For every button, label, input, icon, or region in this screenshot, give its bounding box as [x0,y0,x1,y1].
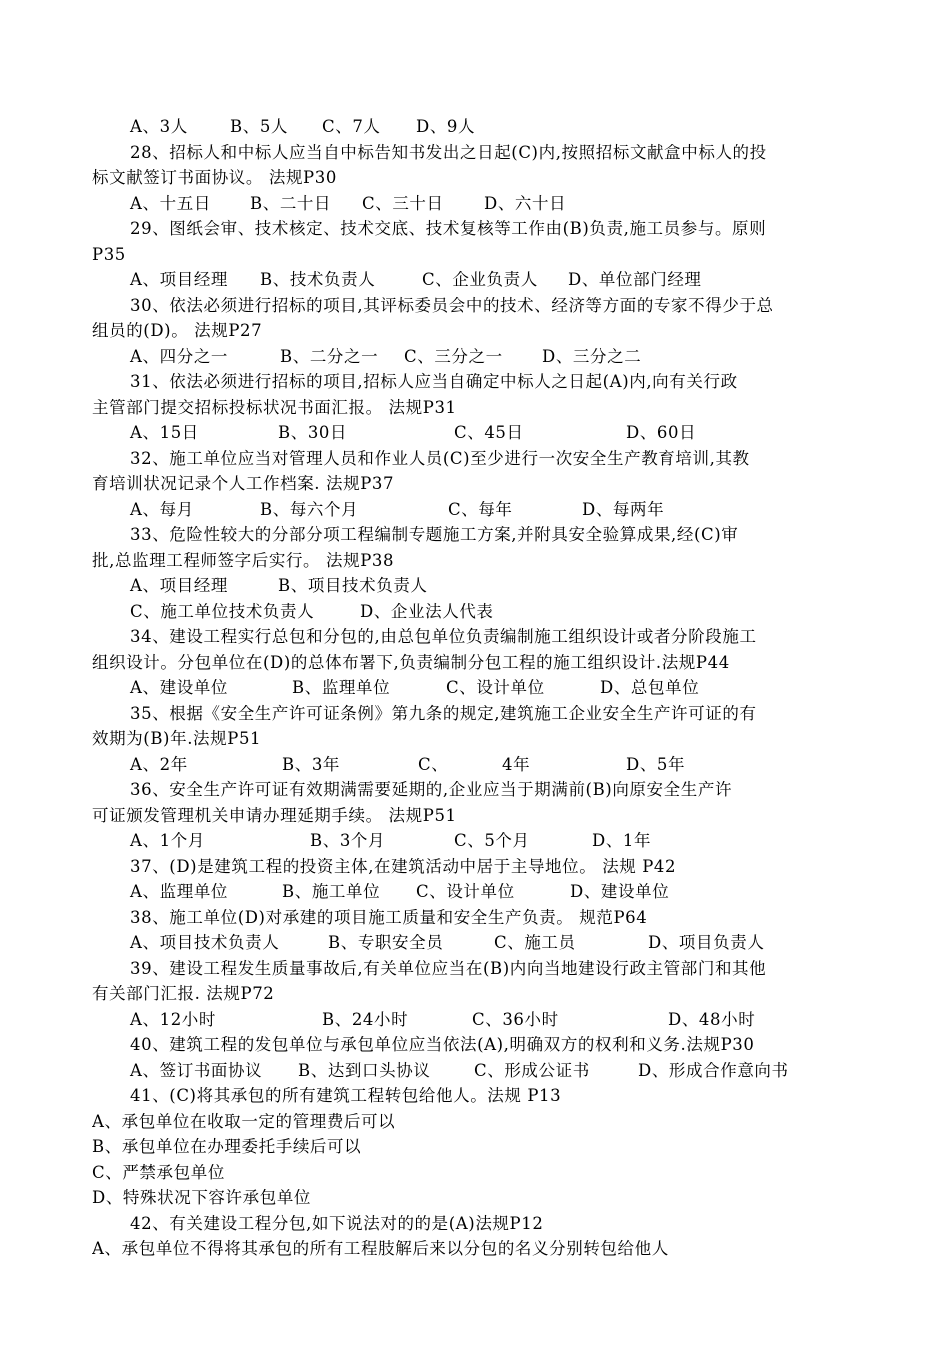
answer-option: A、十五日 [130,193,211,213]
answer-option: D、六十日 [484,193,567,213]
question-text: 41、(C)将其承包的所有建筑工程转包给他人。法规 P13 [130,1086,562,1105]
answer-option: D、项目负责人 [648,933,765,952]
answer-option: D、5年 [626,754,686,774]
answer-option: A、建设单位 [130,678,229,697]
answer-option: C、36小时 [472,1009,559,1029]
question-text: 33、危险性较大的分部分项工程编制专题施工方案,并附具安全验算成果,经(C)审 [130,525,739,544]
answer-option: A、15日 [130,423,199,442]
answer-option: D、总包单位 [600,678,700,697]
text-line: 主管部门提交招标投标状况书面汇报。 法规P31 [92,397,457,417]
answer-option: D、单位部门经理 [568,270,702,289]
answer-option: B、30日 [278,423,348,442]
answer-option: C、 [418,754,449,774]
text-line: 批,总监理工程师签字后实行。 法规P38 [92,550,395,570]
answer-option: 4年 [502,754,531,774]
answer-option: B、达到口头协议 [298,1060,431,1080]
answer-option: B、专职安全员 [328,933,444,952]
question-text: 31、依法必须进行招标的项目,招标人应当自确定中标人之日起(A)内,向有关行政 [130,372,738,391]
answer-options-row [92,114,860,140]
answer-option: D、9人 [416,117,476,136]
answer-options-row [92,599,860,625]
answer-options-row [92,1007,860,1033]
answer-option: B、每六个月 [260,499,359,519]
answer-option: A、12小时 [130,1009,217,1029]
answer-option: C、7人 [322,117,381,136]
answer-option: B、3个月 [310,831,386,850]
answer-option: A、四分之一 [130,346,229,366]
answer-options-row [92,752,860,778]
answer-options-row [92,573,860,599]
question-text: 34、建设工程实行总包和分包的,由总包单位负责编制施工组织设计或者分阶段施工 [130,627,757,646]
answer-option: B、3年 [282,754,341,774]
answer-options-row [92,879,860,905]
text-line: 标文献签订书面协议。 法规P30 [92,168,337,187]
answer-option: D、三分之二 [542,346,642,366]
text-line: 育培训状况记录个人工作档案. 法规P37 [92,474,395,493]
answer-option: C、设计单位 [416,882,515,901]
question-text: 29、图纸会审、技术核定、技术交底、技术复核等工作由(B)负责,施工员参与。原则 [130,219,767,238]
question-text: 35、根据《安全生产许可证条例》第九条的规定,建筑施工企业安全生产许可证的有 [130,703,757,723]
question-text: 30、依法必须进行招标的项目,其评标委员会中的技术、经济等方面的专家不得少于总 [130,295,774,315]
answer-option: C、施工单位技术负责人 [130,601,315,621]
text-line: 可证颁发管理机关申请办理延期手续。 法规P51 [92,805,457,825]
question-text: 28、招标人和中标人应当自中标告知书发出之日起(C)内,按照招标文献盒中标人的投 [130,142,767,162]
text-line: D、特殊状况下容许承包单位 [92,1188,312,1207]
question-text: 32、施工单位应当对管理人员和作业人员(C)至少进行一次安全生产教育培训,其教 [130,448,750,468]
answer-option: C、三十日 [362,193,444,213]
question-text: 42、有关建设工程分包,如下说法对的的是(A)法规P12 [130,1213,544,1233]
answer-option: C、5个月 [454,831,530,850]
answer-option: A、2年 [130,754,188,774]
answer-option: A、项目技术负责人 [130,933,280,952]
answer-options-row [92,828,860,854]
answer-option: A、监理单位 [130,882,229,901]
answer-option: C、企业负责人 [422,270,538,289]
answer-option: C、施工员 [494,933,576,952]
answer-option: A、每月 [130,499,194,519]
answer-option: D、企业法人代表 [360,601,494,621]
answer-option: C、三分之一 [404,346,503,366]
answer-options-row [92,191,860,217]
question-text: 40、建筑工程的发包单位与承包单位应当依法(A),明确双方的权利和义务.法规P30 [130,1035,755,1054]
answer-option: D、每两年 [582,499,665,519]
answer-option: B、二十日 [250,193,332,213]
answer-options-row [92,497,860,523]
text-line: 组织设计。分包单位在(D)的总体布署下,负责编制分包工程的施工组织设计.法规P44 [92,652,730,672]
text-line: P35 [92,244,126,264]
answer-option: A、3人 [130,117,188,136]
answer-option: C、45日 [454,423,524,442]
answer-option: D、1年 [592,831,652,850]
text-line: A、承包单位不得将其承包的所有工程肢解后来以分包的名义分别转包给他人 [92,1239,669,1258]
answer-option: D、48小时 [668,1009,756,1029]
answer-options-row [92,267,860,293]
answer-option: C、每年 [448,499,513,519]
text-line: 效期为(B)年.法规P51 [92,729,262,748]
answer-options-row [92,675,860,701]
answer-option: B、监理单位 [292,678,391,697]
question-text: 39、建设工程发生质量事故后,有关单位应当在(B)内向当地建设行政主管部门和其他 [130,958,767,978]
answer-option: B、24小时 [322,1009,409,1029]
answer-option: B、技术负责人 [260,270,376,289]
answer-option: B、5人 [230,117,289,136]
answer-option: B、施工单位 [282,882,381,901]
answer-options-row [92,344,860,370]
text-line: 有关部门汇报. 法规P72 [92,984,275,1003]
question-text: 38、施工单位(D)对承建的项目施工质量和安全生产负责。 规范P64 [130,907,648,927]
answer-option: B、二分之一 [280,346,379,366]
question-text: 37、(D)是建筑工程的投资主体,在建筑活动中居于主导地位。 法规 P42 [130,856,677,876]
text-line: A、承包单位在收取一定的管理费后可以 [92,1111,396,1131]
answer-option: A、1个月 [130,831,205,850]
text-line: B、承包单位在办理委托手续后可以 [92,1137,362,1156]
answer-options-row [92,1058,860,1084]
answer-option: A、项目经理 [130,270,229,289]
answer-option: C、设计单位 [446,678,545,697]
answer-option: D、60日 [626,423,697,442]
question-text: 36、安全生产许可证有效期满需要延期的,企业应当于期满前(B)向原安全生产许 [130,780,733,799]
answer-options-row [92,930,860,956]
answer-options-row [92,420,860,446]
answer-option: B、项目技术负责人 [278,576,428,595]
answer-option: A、项目经理 [130,576,229,595]
text-line: 组员的(D)。 法规P27 [92,321,263,340]
answer-option: C、形成公证书 [474,1060,590,1080]
answer-option: D、建设单位 [570,882,670,901]
answer-option: A、签订书面协议 [130,1060,263,1080]
question-list [92,114,860,1262]
text-line: C、严禁承包单位 [92,1162,225,1182]
answer-option: D、形成合作意向书 [638,1060,789,1080]
